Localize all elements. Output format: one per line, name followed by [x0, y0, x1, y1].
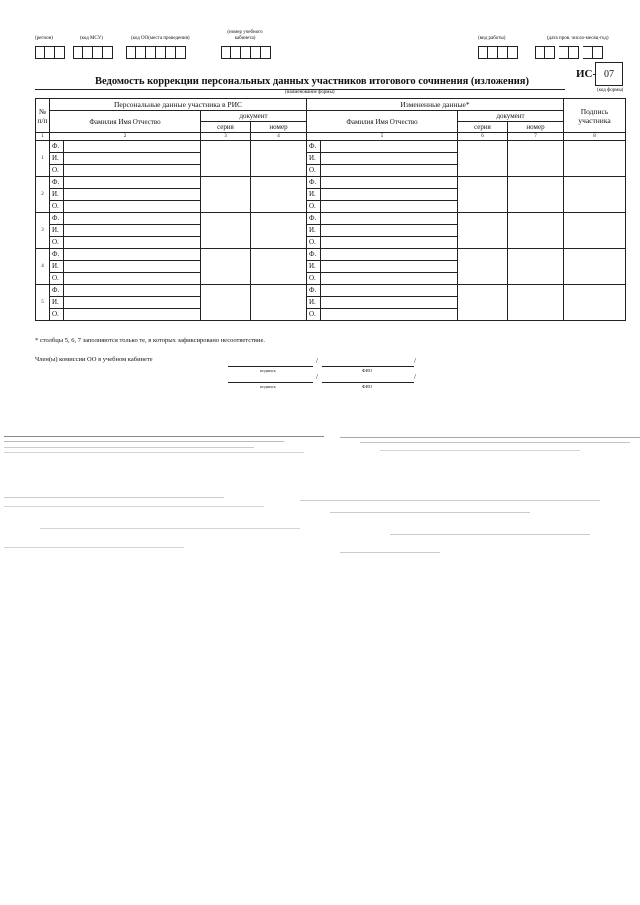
fio-changed-cell[interactable]	[307, 261, 458, 273]
fio-prefix: И.	[309, 261, 321, 272]
fio-caption-1: ФИО	[362, 368, 373, 373]
signature-cell[interactable]	[564, 177, 626, 213]
work-type-boxes[interactable]	[478, 46, 518, 59]
number-ris-cell[interactable]	[251, 249, 307, 285]
correction-table	[35, 98, 626, 321]
room-boxes[interactable]	[221, 46, 271, 59]
fio-prefix: О.	[309, 237, 321, 248]
fio-ris-cell[interactable]	[50, 273, 201, 285]
fio-prefix: О.	[52, 237, 64, 248]
fio-changed-cell[interactable]	[307, 141, 458, 153]
fio-prefix: И.	[52, 153, 64, 164]
number-changed-cell[interactable]	[508, 285, 564, 321]
series-ris-cell[interactable]	[201, 177, 251, 213]
oo-caption: (код ОО(места проведения)	[131, 36, 190, 41]
page-title: Ведомость коррекции персональных данных участников итогового сочинения (изложения)	[95, 76, 529, 87]
series-changed-cell[interactable]	[458, 213, 508, 249]
row-number: 4	[36, 249, 50, 285]
fio-ris-cell[interactable]	[50, 237, 201, 249]
row-number: 2	[36, 177, 50, 213]
fio-changed-cell[interactable]	[307, 297, 458, 309]
series-ris-cell[interactable]	[201, 249, 251, 285]
fio-prefix: Ф.	[52, 285, 64, 296]
fio-prefix: И.	[52, 297, 64, 308]
fio-prefix: О.	[52, 273, 64, 284]
commission-member-label: Член(ы) комиссии ОО в учебном кабинете	[35, 356, 153, 363]
number-ris-cell[interactable]	[251, 141, 307, 177]
fio-line-2[interactable]	[322, 382, 414, 383]
series-changed-cell[interactable]	[458, 141, 508, 177]
series-ris-cell[interactable]	[201, 213, 251, 249]
region-boxes[interactable]	[35, 46, 65, 59]
fio-prefix: Ф.	[52, 213, 64, 224]
table-row	[36, 177, 626, 189]
fio-changed-cell[interactable]	[307, 249, 458, 261]
table-row	[36, 213, 626, 225]
fio-changed-cell[interactable]	[307, 177, 458, 189]
fio-ris-cell[interactable]	[50, 165, 201, 177]
row-number: 1	[36, 141, 50, 177]
fio-prefix: И.	[309, 189, 321, 200]
table-row	[36, 249, 626, 261]
col-fio-header: Фамилия Имя Отчество	[50, 111, 201, 133]
series-ris-cell[interactable]	[201, 141, 251, 177]
participant-rows	[36, 141, 626, 321]
slash-1: /	[316, 357, 318, 365]
fio-changed-cell[interactable]	[307, 285, 458, 297]
fio-changed-cell[interactable]	[307, 153, 458, 165]
date-caption: (дата пров. число-месяц-год)	[547, 36, 609, 41]
fio-prefix: О.	[309, 201, 321, 212]
fio-prefix: Ф.	[309, 213, 321, 224]
footnote: * столбцы 5, 6, 7 заполняются только те, в которых зафиксировано несоответствие.	[35, 337, 265, 344]
number-changed-cell[interactable]	[508, 249, 564, 285]
signature-cell[interactable]	[564, 249, 626, 285]
row-number: 5	[36, 285, 50, 321]
col-doc-header: документ	[201, 111, 307, 122]
number-ris-cell[interactable]	[251, 177, 307, 213]
fio-ris-cell[interactable]	[50, 189, 201, 201]
fio-changed-cell[interactable]	[307, 189, 458, 201]
fio-caption-2: ФИО	[362, 384, 373, 389]
col-num-header: № п/п	[36, 99, 50, 133]
fio-ris-cell[interactable]	[50, 285, 201, 297]
fio-changed-cell[interactable]	[307, 237, 458, 249]
fio-prefix: И.	[309, 153, 321, 164]
number-ris-cell[interactable]	[251, 285, 307, 321]
work-type-caption: (вид работы)	[478, 36, 506, 41]
number-changed-cell[interactable]	[508, 141, 564, 177]
room-caption: (номер учебного кабинета)	[227, 30, 263, 41]
fio-ris-cell[interactable]	[50, 213, 201, 225]
fio-changed-cell[interactable]	[307, 165, 458, 177]
number-changed-cell[interactable]	[508, 177, 564, 213]
table-row	[36, 285, 626, 297]
slash-1b: /	[414, 357, 416, 365]
fio-changed-cell[interactable]	[307, 273, 458, 285]
number-ris-cell[interactable]	[251, 213, 307, 249]
signature-cell[interactable]	[564, 141, 626, 177]
series-changed-cell[interactable]	[458, 177, 508, 213]
signature-cell[interactable]	[564, 285, 626, 321]
signature-line-1[interactable]	[228, 366, 313, 367]
fio-ris-cell[interactable]	[50, 177, 201, 189]
fio-ris-cell[interactable]	[50, 225, 201, 237]
fio-prefix: О.	[309, 309, 321, 320]
fio-prefix: О.	[52, 309, 64, 320]
fio-prefix: О.	[52, 165, 64, 176]
slash-2: /	[316, 373, 318, 381]
fio-ris-cell[interactable]	[50, 261, 201, 273]
col-sign-header: Подпись участника	[564, 99, 626, 133]
fio-prefix: И.	[309, 297, 321, 308]
fio-changed-cell[interactable]	[307, 201, 458, 213]
fio-prefix: О.	[309, 273, 321, 284]
fio-prefix: Ф.	[52, 141, 64, 152]
date-boxes[interactable]	[535, 46, 603, 59]
signature-line-2[interactable]	[228, 382, 313, 383]
form-code-number: 07	[595, 62, 623, 86]
fio-prefix: О.	[52, 201, 64, 212]
slash-2b: /	[414, 373, 416, 381]
signature-caption-2: подпись	[260, 384, 276, 389]
fio-prefix: И.	[309, 225, 321, 236]
col-series-header: серия	[201, 122, 251, 133]
form-code-caption: (код формы)	[597, 88, 624, 93]
fio-ris-cell[interactable]	[50, 153, 201, 165]
fio-prefix: О.	[309, 165, 321, 176]
fio-ris-cell[interactable]	[50, 297, 201, 309]
col-series-changed-header: серия	[458, 122, 508, 133]
oo-boxes[interactable]	[126, 46, 186, 59]
fio-line-1[interactable]	[322, 366, 414, 367]
fio-prefix: И.	[52, 225, 64, 236]
msu-caption: (код МСУ)	[80, 36, 103, 41]
fio-prefix: Ф.	[52, 177, 64, 188]
series-ris-cell[interactable]	[201, 285, 251, 321]
fio-prefix: Ф.	[52, 249, 64, 260]
region-caption: (регион)	[35, 36, 53, 41]
fio-prefix: Ф.	[309, 249, 321, 260]
table-row	[36, 141, 626, 153]
fio-prefix: Ф.	[309, 141, 321, 152]
fio-prefix: Ф.	[309, 285, 321, 296]
signature-caption-1: подпись	[260, 368, 276, 373]
col-doc-changed-header: документ	[458, 111, 564, 122]
series-changed-cell[interactable]	[458, 285, 508, 321]
fio-prefix: И.	[52, 261, 64, 272]
fio-changed-cell[interactable]	[307, 309, 458, 321]
form-code-prefix: ИС-	[576, 68, 597, 80]
fio-ris-cell[interactable]	[50, 201, 201, 213]
title-caption: (наименование формы)	[285, 90, 335, 95]
group-ris-header: Персональные данные участника в РИС	[50, 99, 307, 111]
fio-ris-cell[interactable]	[50, 249, 201, 261]
col-number-header: номер	[251, 122, 307, 133]
fio-ris-cell[interactable]	[50, 309, 201, 321]
col-number-changed-header: номер	[508, 122, 564, 133]
row-number: 3	[36, 213, 50, 249]
fio-prefix: Ф.	[309, 177, 321, 188]
signature-cell[interactable]	[564, 213, 626, 249]
fio-prefix: И.	[52, 189, 64, 200]
number-changed-cell[interactable]	[508, 213, 564, 249]
col-fio-changed-header: Фамилия Имя Отчество	[307, 111, 458, 133]
fio-ris-cell[interactable]	[50, 141, 201, 153]
series-changed-cell[interactable]	[458, 249, 508, 285]
index-row: 1 2 3 4 5 6 7 8	[36, 133, 626, 141]
group-changed-header: Измененные данные*	[307, 99, 564, 111]
msu-boxes[interactable]	[73, 46, 113, 59]
fio-changed-cell[interactable]	[307, 213, 458, 225]
fio-changed-cell[interactable]	[307, 225, 458, 237]
